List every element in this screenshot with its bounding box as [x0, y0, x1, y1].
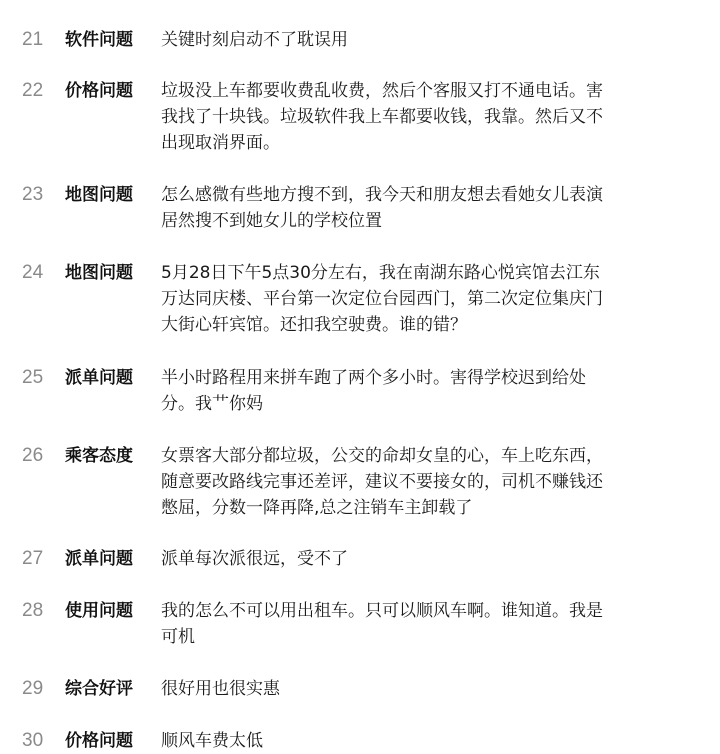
- item-number: 21: [22, 29, 44, 50]
- item-category: 地图问题: [65, 263, 133, 283]
- item-text-line: 派单每次派很远，受不了: [161, 549, 348, 569]
- item-number: 30: [22, 730, 44, 751]
- item-text: [161, 27, 691, 53]
- item-text: [161, 598, 691, 650]
- item-number: 26: [22, 445, 44, 466]
- item-text-line: 5月28日下午5点30分左右，我在南湖东路心悦宾馆去江东: [161, 263, 600, 283]
- item-text-line: 我找了十块钱。垃圾软件我上车都要收钱，我靠。然后又不: [161, 107, 603, 127]
- item-category: 派单问题: [65, 368, 133, 388]
- item-text-line: 憋屈，分数一降再降,总之注销车主卸载了: [161, 498, 473, 518]
- item-category: 派单问题: [65, 549, 133, 569]
- item-number: 24: [22, 262, 44, 283]
- item-number: 28: [22, 600, 44, 621]
- item-text-line: 大街心轩宾馆。还扣我空驶费。谁的错？: [161, 315, 467, 335]
- item-number: 22: [22, 80, 44, 101]
- item-text: [161, 676, 691, 702]
- item-number: 27: [22, 548, 44, 569]
- item-text: [161, 182, 691, 234]
- item-text: [161, 546, 691, 572]
- item-number: 29: [22, 678, 44, 699]
- item-text: [161, 260, 691, 338]
- item-category: 价格问题: [65, 81, 133, 101]
- item-text-line: 出现取消界面。: [161, 133, 280, 153]
- item-category: 价格问题: [65, 731, 133, 751]
- item-category: 乘客态度: [65, 446, 133, 466]
- item-text-line: 顺风车费太低: [161, 731, 263, 751]
- item-number: 25: [22, 367, 44, 388]
- item-text-line: 居然搜不到她女儿的学校位置: [161, 211, 382, 231]
- item-text-line: 垃圾没上车都要收费乱收费，然后个客服又打不通电话。害: [161, 81, 603, 101]
- item-text-line: 关键时刻启动不了耽误用: [161, 30, 348, 50]
- item-text: [161, 365, 691, 417]
- item-category: 软件问题: [65, 30, 133, 50]
- item-category: 地图问题: [65, 185, 133, 205]
- item-text-line: 女票客大部分都垃圾，公交的命却女皇的心，车上吃东西，: [161, 446, 603, 466]
- item-text: [161, 443, 691, 521]
- item-text: [161, 728, 691, 754]
- item-text-line: 我的怎么不可以用出租车。只可以顺风车啊。谁知道。我是: [161, 601, 603, 621]
- item-text: [161, 78, 691, 156]
- item-text-line: 万达同庆楼、平台第一次定位台园西门，第二次定位集庆门: [161, 289, 603, 309]
- item-category: 使用问题: [65, 601, 133, 621]
- item-text-line: 可机: [161, 627, 195, 647]
- item-text-line: 半小时路程用来拼车跑了两个多小时。害得学校迟到给处: [161, 368, 586, 388]
- item-number: 23: [22, 184, 44, 205]
- item-text-line: 分。我艹你妈: [161, 394, 263, 414]
- item-text-line: 随意要改路线完事还差评，建议不要接女的，司机不赚钱还: [161, 472, 603, 492]
- item-text-line: 怎么感微有些地方搜不到，我今天和朋友想去看她女儿表演: [161, 185, 603, 205]
- item-category: 综合好评: [65, 679, 133, 699]
- item-text-line: 很好用也很实惠: [161, 679, 280, 699]
